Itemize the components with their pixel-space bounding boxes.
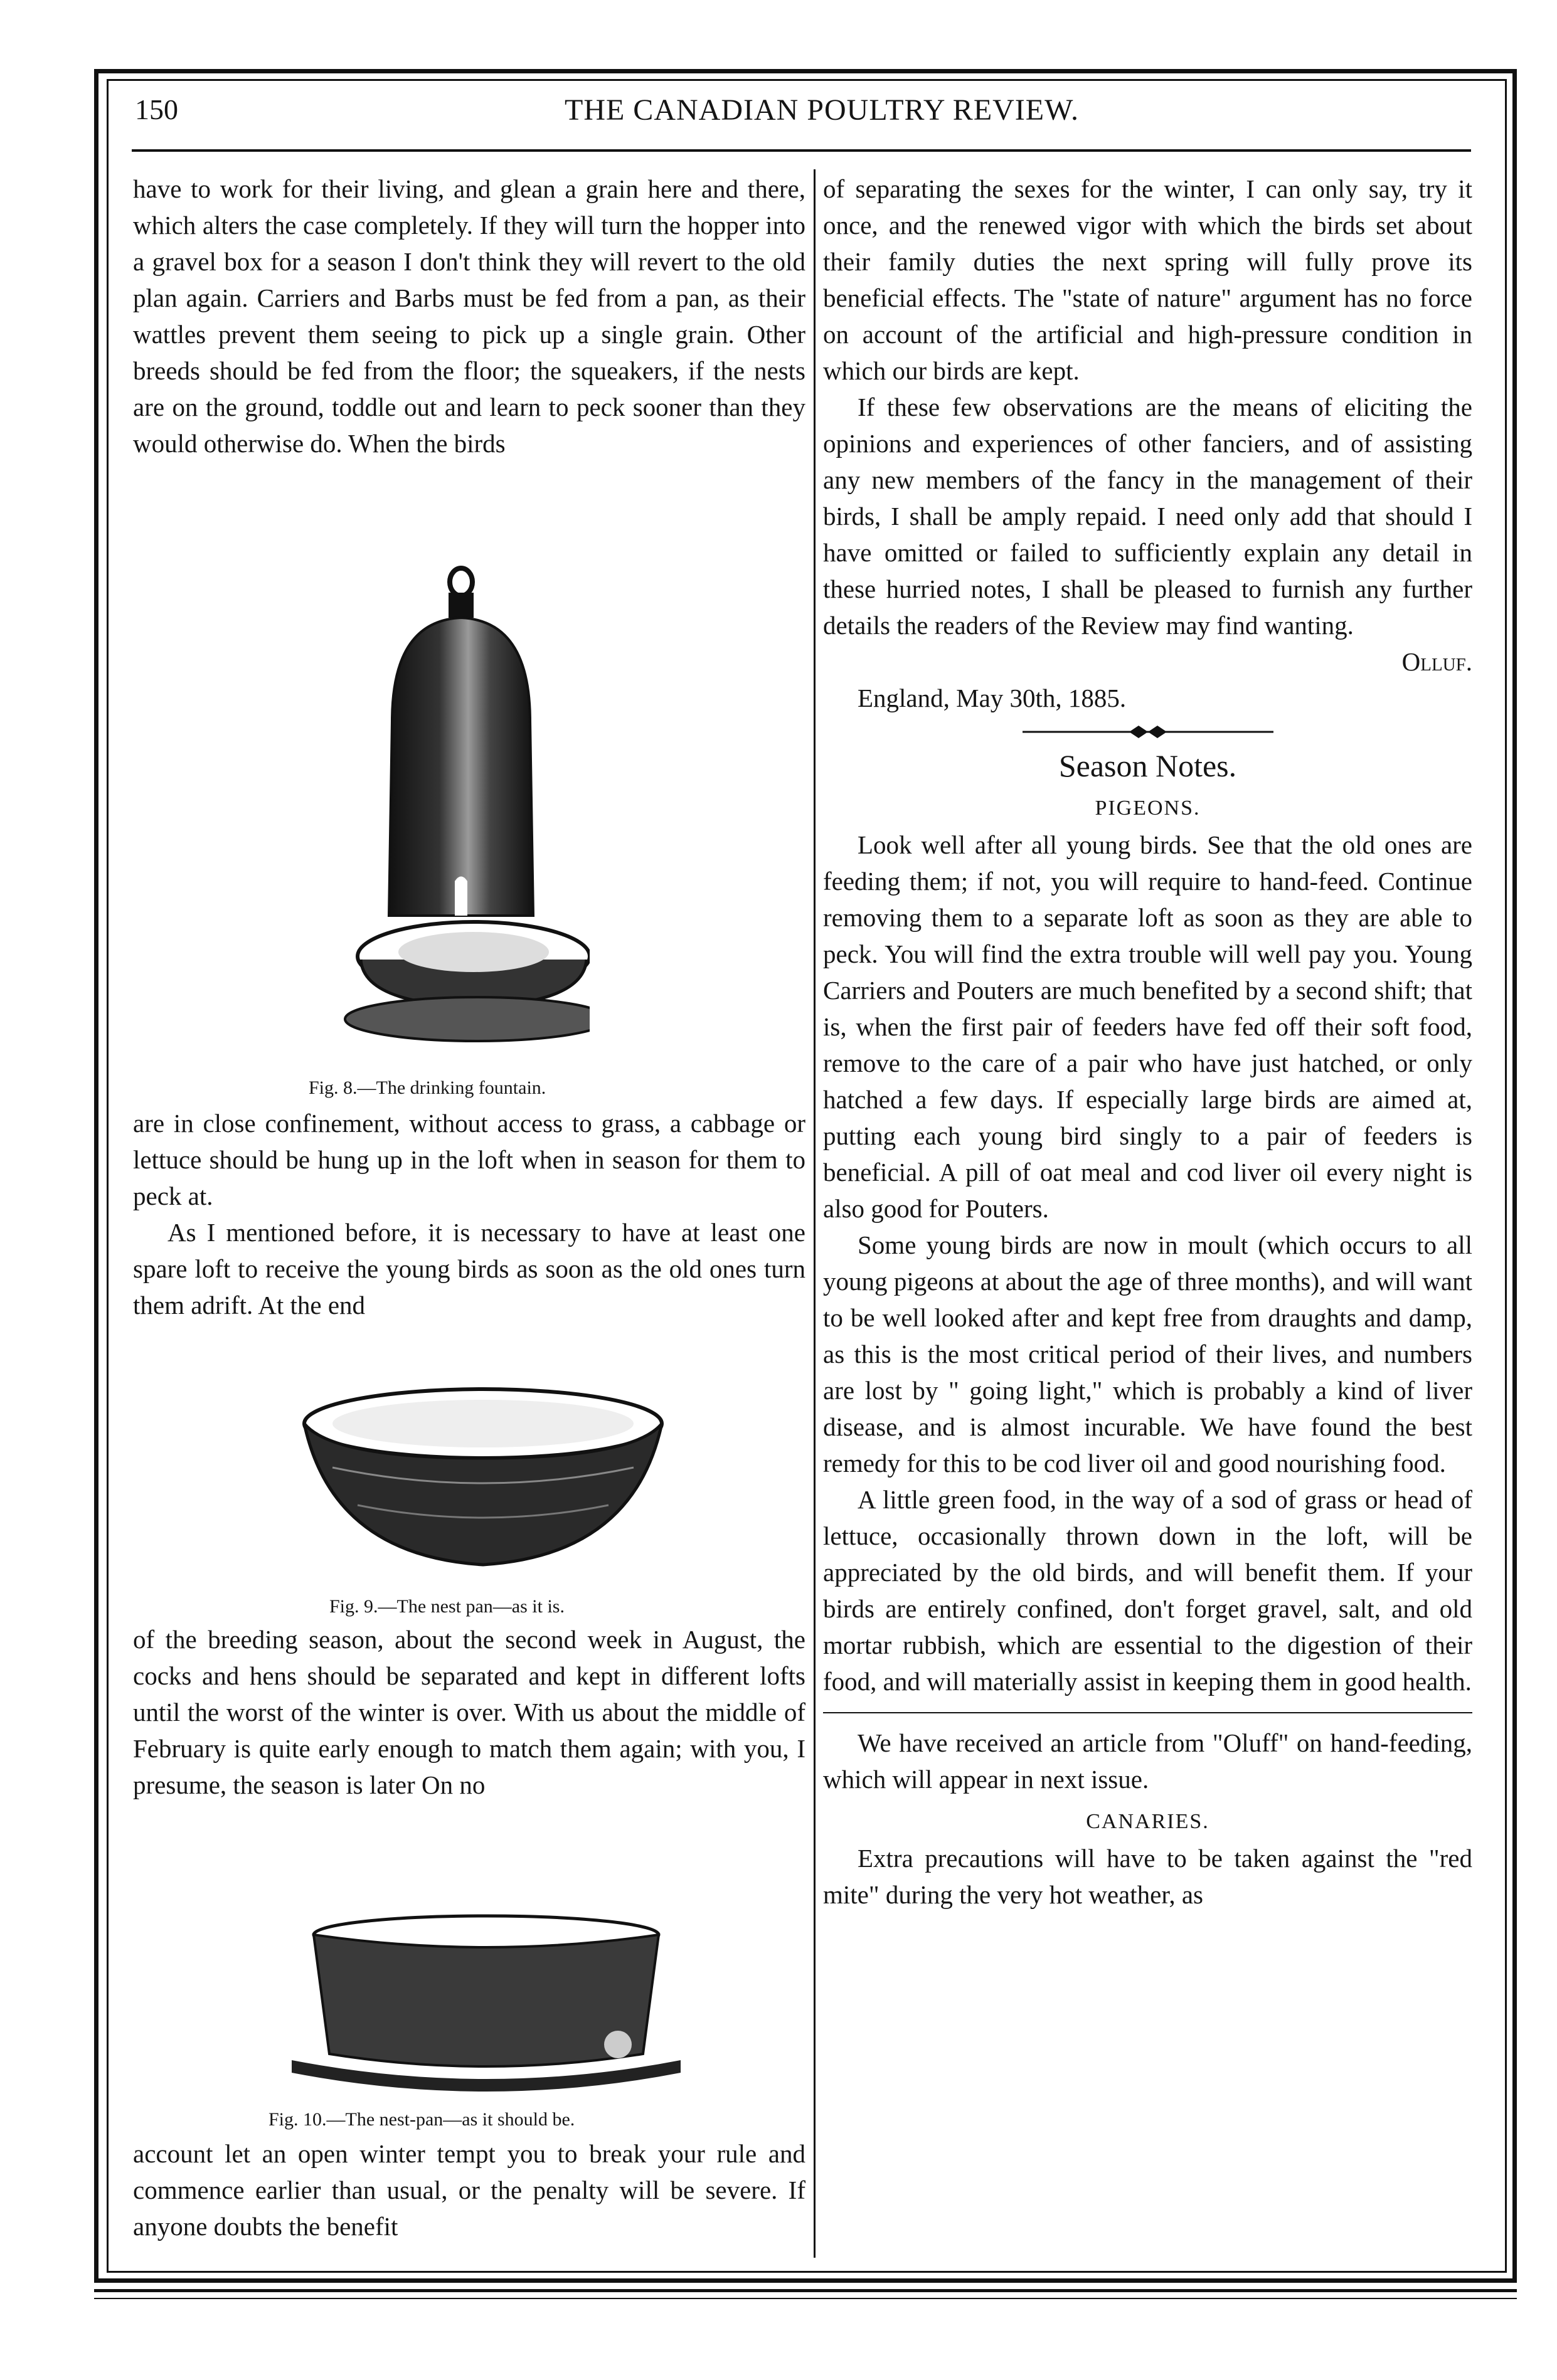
signature: Olluf. bbox=[1401, 647, 1472, 676]
header-rule bbox=[132, 149, 1471, 152]
paragraph: of the breeding season, about the second week in August, the cocks and hens should be separated and kept in different lofts until the worst of the winter is over. With us about the middle of February is quite early enough to match them again; with you, I presume, the season is later On no bbox=[133, 1625, 805, 1799]
fig9-caption: Fig. 9.—The nest pan—as it is. bbox=[329, 1596, 565, 1617]
left-column-para-5 bbox=[133, 2135, 805, 2245]
paragraph: Some young birds are now in moult (which occurs to all young pigeons at about the age of three months), and will want to be well looked after and kept free from draughts and damp, as this is the most critical period of their lives, and numbers are lost by " going light," which is probably a kind of liver disease, and is almost incurable. We have found the best remedy for this to be cod liver oil and good nourishing food. bbox=[823, 1230, 1472, 1478]
page-number: 150 bbox=[135, 93, 178, 125]
nest-pan-illustration bbox=[295, 1380, 671, 1580]
paragraph: A little green food, in the way of a sod of grass or head of lettuce, occasionally thrown down in the loft, will be appreciated by the old birds, and will benefit them. If your birds are entirely confined, don't forget gravel, salt, and old mortar rubbish, which are essential to the digestion of their food, and will materially assist in keeping them in good health. bbox=[823, 1485, 1472, 1696]
canaries-heading: CANARIES. bbox=[1086, 1810, 1209, 1833]
ornament-divider bbox=[823, 716, 1472, 741]
bottom-rule bbox=[94, 2289, 1517, 2292]
fig10-caption: Fig. 10.—The nest-pan—as it should be. bbox=[268, 2109, 575, 2130]
paragraph: account let an open winter tempt you to break your rule and commence earlier than usual, or the penalty will be severe. If anyone doubts the benefit bbox=[133, 2139, 805, 2241]
section-title: Season Notes. bbox=[1058, 748, 1237, 783]
pigeons-heading: PIGEONS. bbox=[1095, 796, 1201, 820]
left-column-para-1 bbox=[133, 171, 805, 462]
drinking-fountain-illustration bbox=[326, 564, 590, 1085]
fig8-caption: Fig. 8.—The drinking fountain. bbox=[309, 1077, 546, 1098]
paragraph: As I mentioned before, it is necessary to have at least one spare loft to receive the young birds as soon as the old ones turn them adrift. At the end bbox=[133, 1218, 805, 1320]
paragraph: of separating the sexes for the winter, I can only say, try it once, and the renewed vigor with which the birds set about their family duties the next spring will fully prove its beneficial effects. The "state of nature" argument has no force on account of the artificial and high-pressure condition in which our birds are kept. bbox=[823, 174, 1472, 385]
paragraph: have to work for their living, and glean a grain here and there, which alters the case completely. If they will turn the hopper into a gravel box for a season I don't think they will revert to the old plan again. Carriers and Barbs must be fed from a pan, as their wattles prevent them seeing to pick up a single grain. Other breeds should be fed from the floor; the squeakers, if the nests are on the ground, toddle out and learn to peck sooner than they would otherwise do. When the birds bbox=[133, 174, 805, 458]
paragraph: If these few observations are the means of eliciting the opinions and experiences of other fanciers, and of assisting any new members of the fancy in the management of their birds, I shall be amply repaid. I need only add that should I have omitted or failed to sufficiently explain any detail in these hurried notes, I shall be pleased to furnish any further details the readers of the Review may find wanting. bbox=[823, 393, 1472, 640]
paragraph: Look well after all young birds. See that the old ones are feeding them; if not, you will require to hand-feed. Continue removing them to a separate loft as soon as they are able to peck. You will find the extra trouble will well pay you. Young Carriers and Pouters are much benefited by a second shift; that is, when the first pair of feeders have fed off their soft food, remove to the care of a pair who have just hatched, or only hatched a few days. If especially large birds are aimed at, putting each young bird singly to a pair of feeders is beneficial. A pill of oat meal and cod liver oil every night is also good for Pouters. bbox=[823, 830, 1472, 1223]
bottom-rule-thin bbox=[94, 2298, 1517, 2299]
left-column-para-2 bbox=[133, 1105, 805, 1323]
running-title: THE CANADIAN POULTRY REVIEW. bbox=[565, 93, 1079, 127]
note-rule bbox=[823, 1712, 1472, 1713]
paragraph: are in close confinement, without access to grass, a cabbage or lettuce should be hung up in the loft when in season for them to peck at. bbox=[133, 1109, 805, 1210]
column-divider bbox=[814, 169, 816, 2258]
paragraph: Extra precautions will have to be taken against the "red mite" during the very hot weather, as bbox=[823, 1844, 1472, 1909]
left-column-para-4 bbox=[133, 1621, 805, 1803]
dateline: England, May 30th, 1885. bbox=[858, 684, 1127, 712]
nest-pan-improved-illustration bbox=[285, 1910, 687, 2098]
notice: We have received an article from "Oluff" on hand-feeding, which will appear in next issue. bbox=[823, 1728, 1472, 1794]
right-column bbox=[823, 171, 1472, 1913]
